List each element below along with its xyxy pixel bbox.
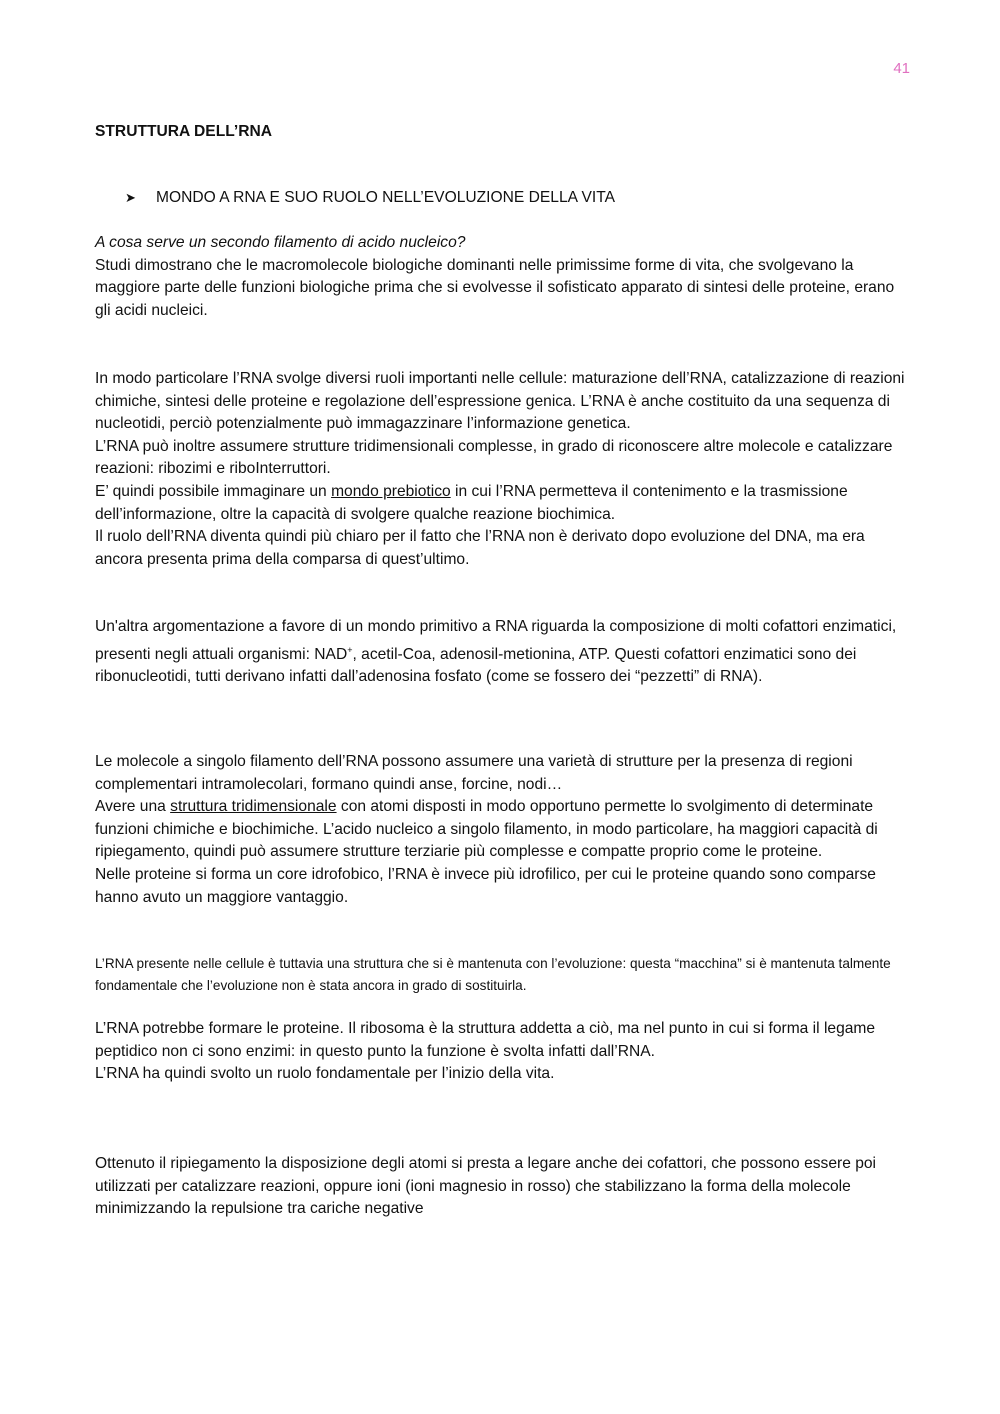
text-span: in cui l’RNA permetteva il contenimento e la trasmissione dell’informazione, oltre la capacità di svolgere qualche reazione biochimica.: [95, 482, 848, 523]
paragraph: [95, 796, 905, 864]
section-4: [95, 751, 905, 909]
arrow-bullet-icon: ➤: [125, 190, 136, 205]
section-6: [95, 1018, 905, 1086]
page-number: 41: [893, 60, 910, 77]
text-span: con atomi disposti in modo opportuno permette lo svolgimento di determinate funzioni chimiche e biochimiche. L’acido nucleico a singolo filamento, in modo particolare, ha maggiori capacità di ripiegamento, quindi può assumere strutture terziarie più complesse e compatte proprio come le proteine.: [95, 798, 878, 861]
paragraph: Studi dimostrano che le macromolecole biologiche dominanti nelle primissime forme di vita, che svolgevano la maggiore parte delle funzioni biologiche prima che si evolvesse il sofisticato apparato di sintesi delle proteine, erano gli acidi nucleici.: [95, 256, 895, 319]
section-7: [95, 1153, 905, 1221]
superscript: +: [347, 644, 353, 655]
paragraph: Le molecole a singolo filamento dell’RNA possono assumere una varietà di strutture per la presenza di regioni complementari intramolecolari, formano quindi anse, forcine, nodi…: [95, 753, 853, 793]
section-2: [95, 368, 905, 571]
section-1: [95, 232, 905, 322]
question: A cosa serve un secondo filamento di acido nucleico?: [95, 234, 466, 251]
paragraph: L’RNA potrebbe formare le proteine. Il ribosoma è la struttura addetta a ciò, ma nel punto in cui si forma il legame peptidico non ci sono enzimi: in questo punto la funzione è svolta infatti dall’RNA.: [95, 1020, 876, 1060]
underlined-term: mondo prebiotico: [331, 482, 451, 500]
underlined-term: struttura tridimensionale: [170, 798, 337, 816]
section-title: STRUTTURA DELL’RNA: [95, 123, 273, 140]
text-span: Avere una: [95, 798, 171, 816]
paragraph: L’RNA ha quindi svolto un ruolo fondamentale per l’inizio della vita.: [95, 1065, 555, 1083]
paragraph: [95, 616, 905, 689]
paragraph: L’RNA può inoltre assumere strutture tridimensionali complesse, in grado di riconoscere altre molecole e catalizzare reazioni: ribozimi e riboInterruttori.: [95, 437, 893, 478]
text-span: E’ quindi possibile immaginare un: [95, 482, 332, 500]
paragraph: Ottenuto il ripiegamento la disposizione degli atomi si presta a legare anche dei cofattori, che possono essere poi utilizzati per catalizzare reazioni, oppure ioni (ioni magnesio in rosso) che stabilizzano la forma della molecole minimizzando la repulsione tra cariche negative: [95, 1155, 877, 1218]
bullet-heading: [125, 187, 905, 209]
bullet-heading-text: MONDO A RNA E SUO RUOLO NELL’EVOLUZIONE DELLA VITA: [156, 189, 615, 206]
paragraph: Nelle proteine si forma un core idrofobico, l’RNA è invece più idrofilico, per cui le proteine quando sono comparse hanno avuto un maggiore vantaggio.: [95, 865, 876, 906]
text-span: , acetil-Coa, adenosil-metionina, ATP. Questi cofattori enzimatici sono dei ribonucleotidi, tutti derivano infatti dall’adenosina fosfato (come se fossero dei “pezzetti” di RNA).: [95, 645, 857, 686]
section-5: [95, 953, 905, 997]
paragraph: Il ruolo dell’RNA diventa quindi più chiaro per il fatto che l’RNA non è derivato dopo evoluzione del DNA, ma era ancora presenta prima della comparsa di quest’ultimo.: [95, 528, 865, 568]
paragraph: In modo particolare l’RNA svolge diversi ruoli importanti nelle cellule: maturazione dell’RNA, catalizzazione di reazioni chimiche, sintesi delle proteine e regolazione dell’espressione genica. L’RNA è anche costituito da una sequenza di nucleotidi, perciò potenzialmente può immagazzinare l’informazione genetica.: [95, 370, 905, 433]
small-paragraph: L’RNA presente nelle cellule è tuttavia una struttura che si è mantenuta con l’evoluzione: questa “macchina” si è mantenuta talmente fondamentale che l’evoluzione non è stata ancora in grado di sostituirla.: [95, 956, 891, 993]
paragraph: [95, 481, 905, 526]
text-span: Un'altra argomentazione a favore di un mondo primitivo a RNA riguarda la composizione di molti cofattori enzimatici, presenti negli attuali organismi: NAD: [95, 618, 897, 663]
section-3: [95, 616, 905, 689]
